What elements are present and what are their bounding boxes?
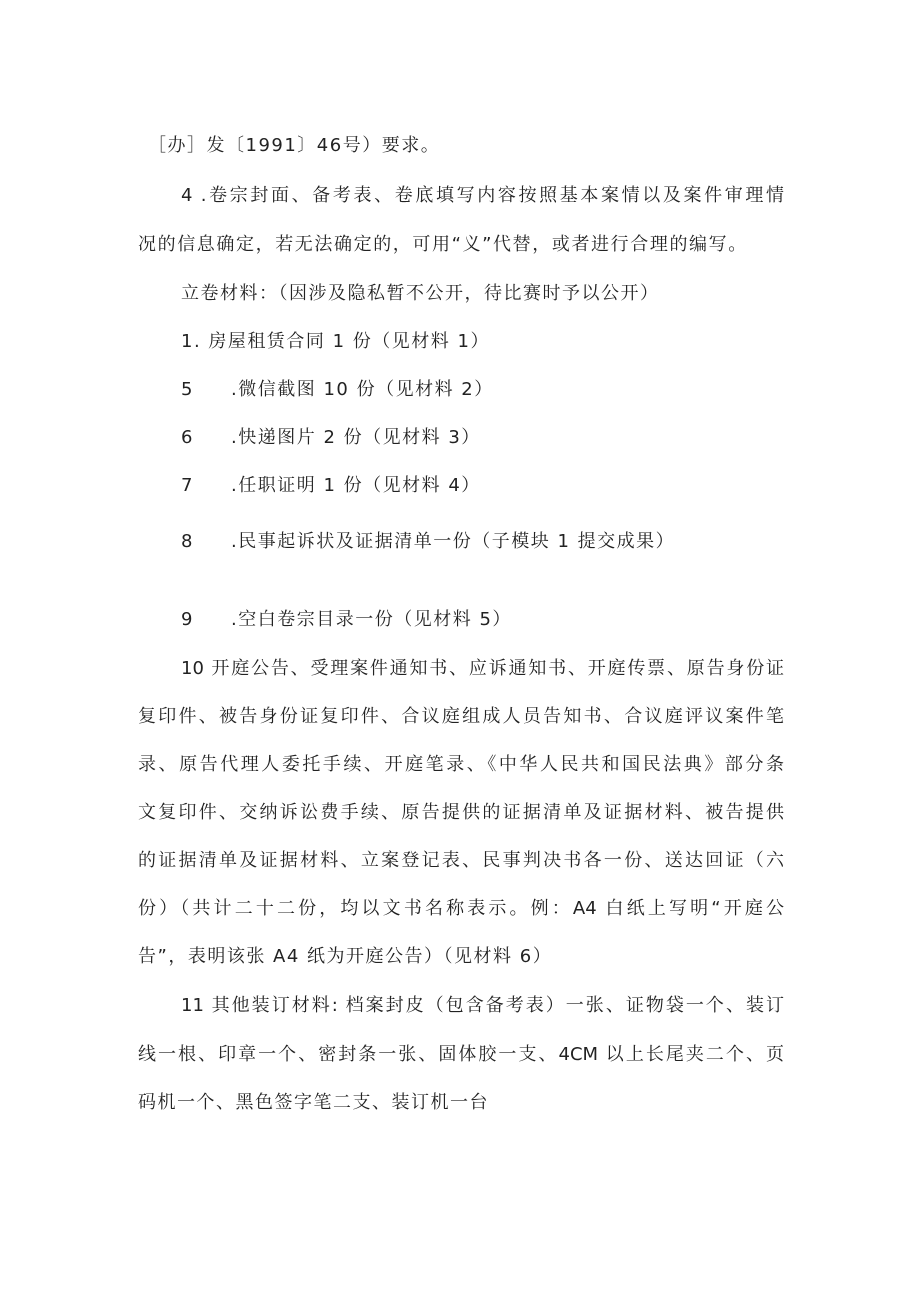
material-item-text: .空白卷宗目录一份（见材料 5） xyxy=(231,609,512,630)
item10-line-4: 文复印件、交纳诉讼费手续、原告提供的证据清单及证据材料、被告提供 xyxy=(138,802,784,823)
material-item-number: 8 xyxy=(181,531,193,552)
material-item-number: 7 xyxy=(181,475,193,496)
material-item-number: 9 xyxy=(181,609,193,630)
material-item-text: .任职证明 1 份（见材料 4） xyxy=(231,475,481,496)
item11-line-2: 线一根、印章一个、密封条一张、固体胶一支、4CM 以上长尾夹二个、页 xyxy=(138,1044,784,1065)
material-item-1: 1. 房屋租赁合同 1 份（见材料 1） xyxy=(181,331,490,352)
item11-line-1: 11 其他装订材料: 档案封皮（包含备考表）一张、证物袋一个、装订 xyxy=(181,995,784,1016)
item4-line-2: 况的信息确定，若无法确定的，可用“义”代替，或者进行合理的编写。 xyxy=(138,234,748,255)
material-item-number: 5 xyxy=(181,379,193,400)
material-item-number: 6 xyxy=(181,427,193,448)
item10-line-1: 10 开庭公告、受理案件通知书、应诉通知书、开庭传票、原告身份证 xyxy=(181,658,784,679)
item4-line-1: 4 .卷宗封面、备考表、卷底填写内容按照基本案情以及案件审理情 xyxy=(181,185,784,206)
material-item-text: .快递图片 2 份（见材料 3） xyxy=(231,427,481,448)
material-item-text: .微信截图 10 份（见材料 2） xyxy=(231,379,494,400)
item11-line-3: 码机一个、黑色签字笔二支、装订机一台 xyxy=(138,1092,489,1113)
item10-line-5: 的证据清单及证据材料、立案登记表、民事判决书各一份、送达回证（六 xyxy=(138,850,784,871)
item10-line-3: 录、原告代理人委托手续、开庭笔录、《中华人民共和国民法典》部分条 xyxy=(138,754,784,775)
item10-line-7: 告”，表明该张 A4 纸为开庭公告）（见材料 6） xyxy=(138,946,553,967)
filing-materials-heading: 立卷材料：（因涉及隐私暂不公开，待比赛时予以公开） xyxy=(181,283,660,304)
item10-line-2: 复印件、被告身份证复印件、合议庭组成人员告知书、合议庭评议案件笔 xyxy=(138,706,784,727)
text-line-ban-fa: ［办］发〔1991〕46号）要求。 xyxy=(148,135,441,156)
item10-line-6: 份）（共计二十二份，均以文书名称表示。例：A4 白纸上写明“开庭公 xyxy=(138,898,784,919)
material-item-text: .民事起诉状及证据清单一份（子模块 1 提交成果） xyxy=(231,531,676,552)
